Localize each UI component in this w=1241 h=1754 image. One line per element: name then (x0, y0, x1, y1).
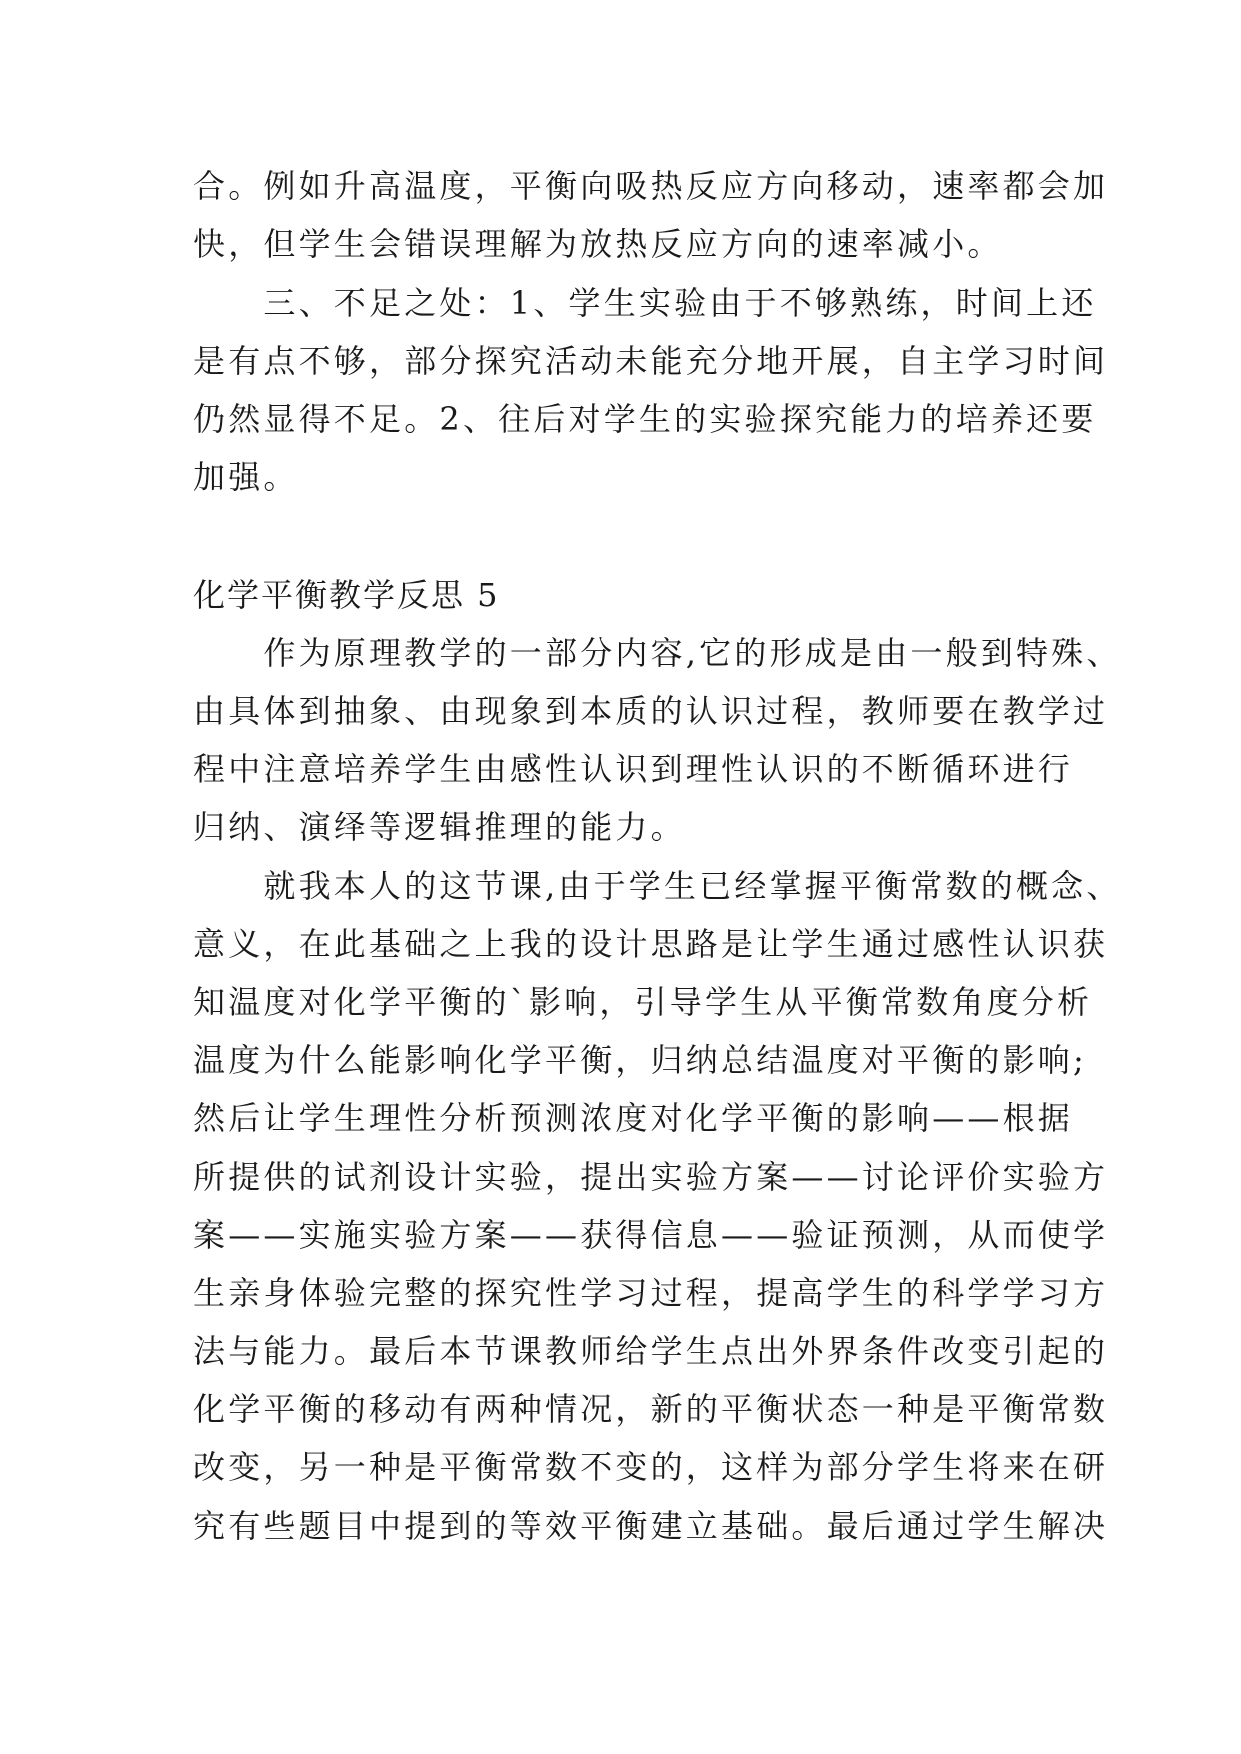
text-line: 合。例如升高温度，平衡向吸热反应方向移动，速率都会加 (193, 167, 1109, 205)
text-line: 法与能力。最后本节课教师给学生点出外界条件改变引起的 (193, 1332, 1109, 1370)
text-line: 三、不足之处：1、学生实验由于不够熟练，时间上还 (193, 284, 1097, 322)
text-line: 改变，另一种是平衡常数不变的，这样为部分学生将来在研 (193, 1448, 1109, 1486)
text-line: 作为原理教学的一部分内容,它的形成是由一般到特殊、 (193, 634, 1122, 672)
text-line: 由具体到抽象、由现象到本质的认识过程，教师要在教学过 (193, 692, 1109, 730)
text-line: 快，但学生会错误理解为放热反应方向的速率减小。 (193, 225, 1003, 263)
text-line: 意义，在此基础之上我的设计思路是让学生通过感性认识获 (193, 925, 1109, 963)
text-line: 究有些题目中提到的等效平衡建立基础。最后通过学生解决 (193, 1507, 1109, 1545)
text-line: 仍然显得不足。2、往后对学生的实验探究能力的培养还要 (193, 400, 1097, 438)
text-line: 加强。 (193, 458, 299, 496)
section-heading: 化学平衡教学反思 5 (193, 576, 500, 614)
text-line: 化学平衡的移动有两种情况，新的平衡状态一种是平衡常数 (193, 1390, 1109, 1428)
text-line: 就我本人的这节课,由于学生已经掌握平衡常数的概念、 (193, 867, 1122, 905)
text-line: 案——实施实验方案——获得信息——验证预测，从而使学 (193, 1216, 1109, 1254)
text-line: 知温度对化学平衡的`影响，引导学生从平衡常数角度分析 (193, 983, 1093, 1021)
text-line: 然后让学生理性分析预测浓度对化学平衡的影响——根据 (193, 1099, 1074, 1137)
text-line: 归纳、演绎等逻辑推理的能力。 (193, 808, 686, 846)
text-line: 是有点不够，部分探究活动未能充分地开展，自主学习时间 (193, 342, 1109, 380)
text-line: 生亲身体验完整的探究性学习过程，提高学生的科学学习方 (193, 1274, 1109, 1312)
text-line: 所提供的试剂设计实验，提出实验方案——讨论评价实验方 (193, 1158, 1109, 1196)
text-line: 程中注意培养学生由感性认识到理性认识的不断循环进行 (193, 750, 1074, 788)
text-line: 温度为什么能影响化学平衡，归纳总结温度对平衡的影响; (193, 1041, 1087, 1079)
